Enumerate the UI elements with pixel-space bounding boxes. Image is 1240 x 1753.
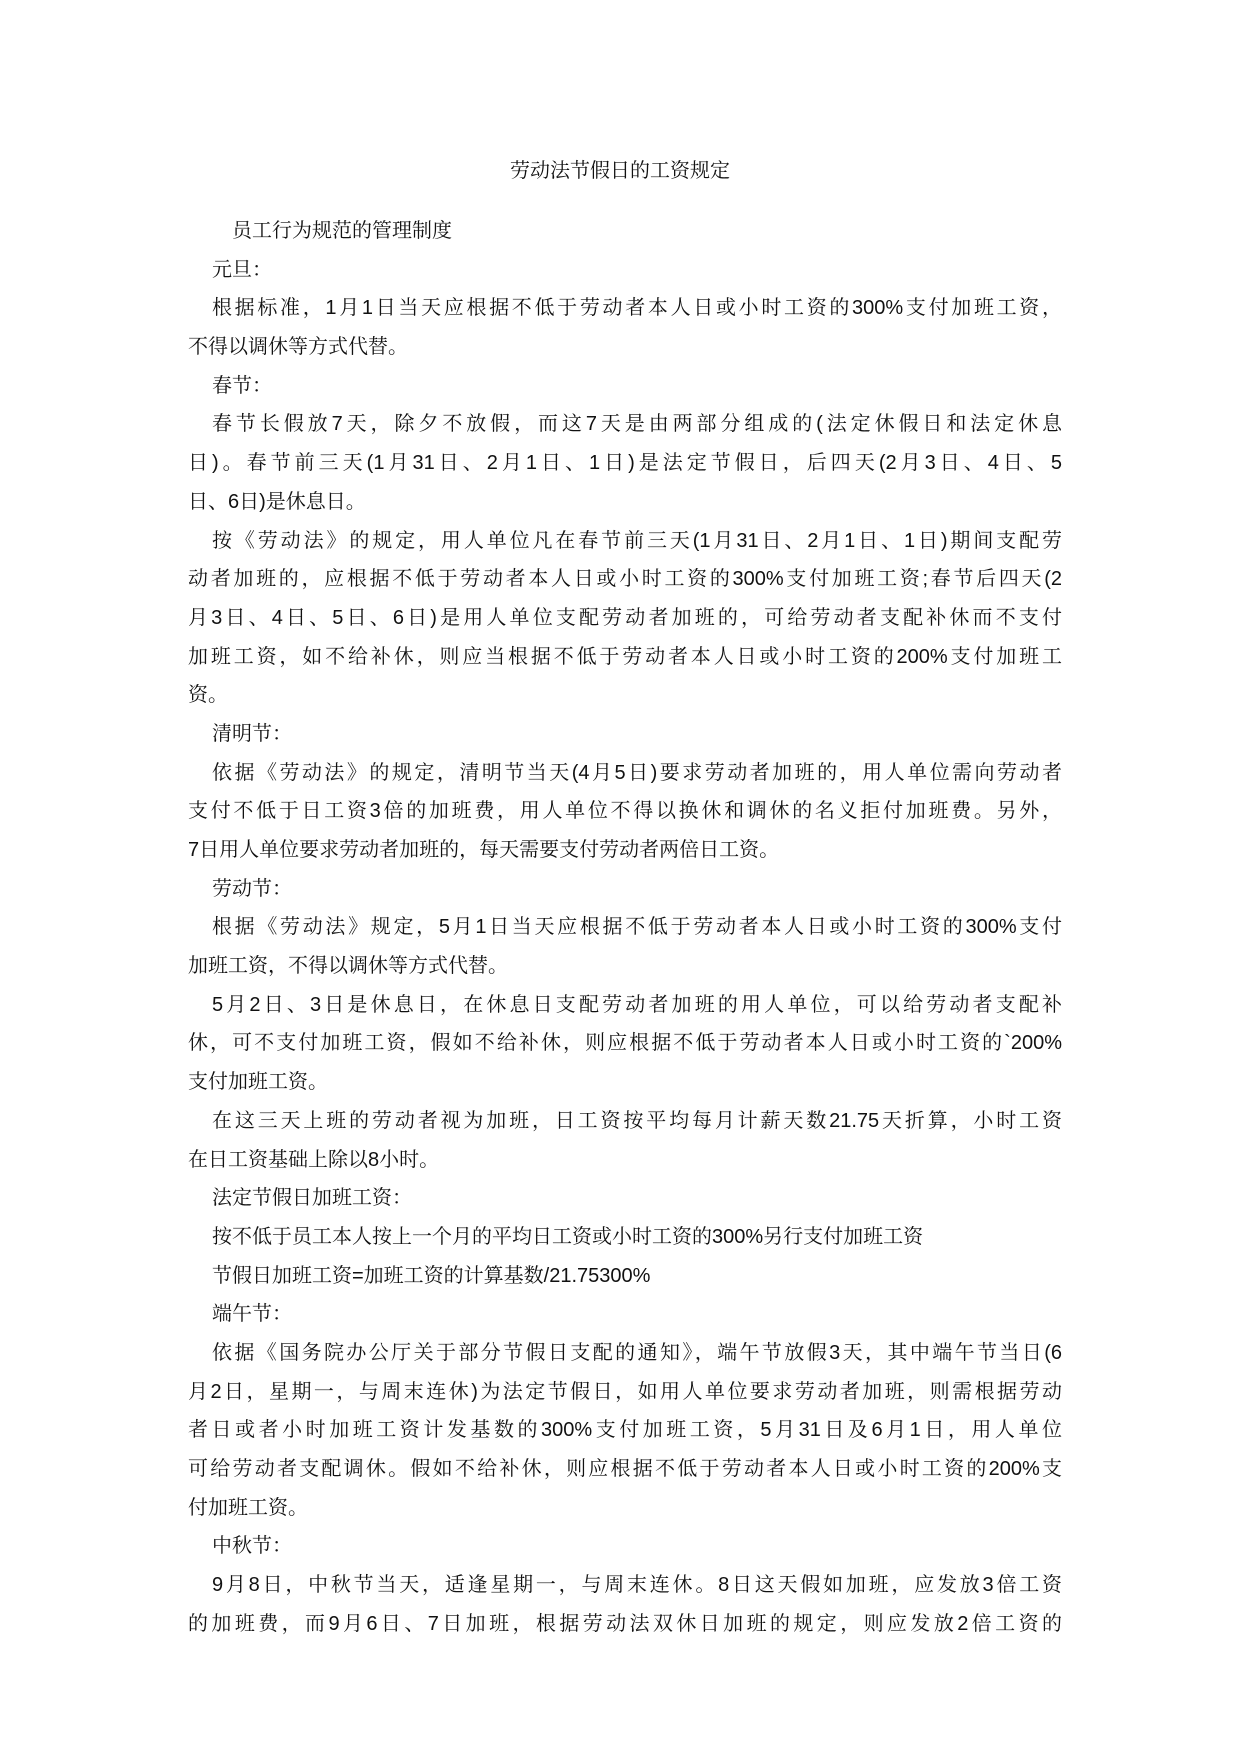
text-line: 的加班费，而9月6日、7日加班，根据劳动法双休日加班的规定，则应发放2倍工资的 bbox=[188, 1612, 1062, 1635]
text-line: 依据《劳动法》的规定，清明节当天(4月5日)要求劳动者加班的，用人单位需向劳动者 bbox=[212, 761, 1062, 784]
text-line: 员工行为规范的管理制度 bbox=[232, 220, 452, 242]
paragraph bbox=[188, 1334, 1062, 1527]
document-body bbox=[188, 212, 1062, 1643]
text-line: 根据标准，1月1日当天应根据不低于劳动者本人日或小时工资的300%支付加班工资， bbox=[212, 297, 1062, 320]
text-line: 休，可不支付加班工资，假如不给补休，则应根据不低于劳动者本人日或小时工资的`200% bbox=[188, 1032, 1062, 1055]
text-line: 法定节假日加班工资： bbox=[212, 1187, 412, 1210]
text-line: 按《劳动法》的规定，用人单位凡在春节前三天(1月31日、2月1日、1日)期间支配劳 bbox=[212, 529, 1062, 552]
text-line: 日、6日)是休息日。 bbox=[188, 490, 366, 513]
text-line: 在日工资基础上除以8小时。 bbox=[188, 1148, 440, 1171]
paragraph bbox=[188, 1218, 1062, 1257]
paragraph bbox=[188, 522, 1062, 715]
text-line: 根据《劳动法》规定，5月1日当天应根据不低于劳动者本人日或小时工资的300%支付 bbox=[212, 916, 1062, 939]
paragraph bbox=[188, 986, 1062, 1102]
paragraph bbox=[188, 1527, 1062, 1566]
paragraph bbox=[188, 1295, 1062, 1334]
paragraph bbox=[188, 1102, 1062, 1179]
paragraph bbox=[188, 212, 1062, 251]
text-line: 不得以调休等方式代替。 bbox=[188, 336, 408, 359]
text-line: 9月8日，中秋节当天，适逢星期一，与周末连休。8日这天假如加班，应发放3倍工资 bbox=[212, 1574, 1062, 1597]
text-line: 月3日、4日、5日、6日)是用人单位支配劳动者加班的，可给劳动者支配补休而不支付 bbox=[188, 606, 1062, 629]
paragraph bbox=[188, 405, 1062, 521]
text-line: 加班工资，不得以调休等方式代替。 bbox=[188, 955, 508, 978]
text-line: 者日或者小时加班工资计发基数的300%支付加班工资，5月31日及6月1日，用人单位 bbox=[188, 1419, 1062, 1442]
text-line: 中秋节： bbox=[212, 1535, 292, 1558]
paragraph bbox=[188, 367, 1062, 406]
text-line: 月2日，星期一，与周末连休)为法定节假日，如用人单位要求劳动者加班，则需根据劳动 bbox=[188, 1380, 1062, 1403]
text-line: 依据《国务院办公厅关于部分节假日支配的通知》，端午节放假3天，其中端午节当日(6 bbox=[212, 1341, 1062, 1364]
text-line: 元旦： bbox=[212, 258, 272, 281]
text-line: 劳动节： bbox=[212, 877, 292, 900]
paragraph bbox=[188, 251, 1062, 290]
document-title: 劳动法节假日的工资规定 bbox=[510, 160, 730, 182]
text-line: 付加班工资。 bbox=[188, 1496, 308, 1519]
text-line: 在这三天上班的劳动者视为加班，日工资按平均每月计薪天数21.75天折算，小时工资 bbox=[212, 1109, 1062, 1132]
paragraph bbox=[188, 870, 1062, 909]
text-line: 日)。春节前三天(1月31日、2月1日、1日)是法定节假日，后四天(2月3日、4日、5 bbox=[188, 452, 1062, 475]
paragraph bbox=[188, 1179, 1062, 1218]
text-line: 7日用人单位要求劳动者加班的，每天需要支付劳动者两倍日工资。 bbox=[188, 839, 780, 861]
text-line: 加班工资，如不给补休，则应当根据不低于劳动者本人日或小时工资的200%支付加班工 bbox=[188, 645, 1062, 668]
paragraph bbox=[188, 715, 1062, 754]
text-line: 节假日加班工资=加班工资的计算基数/21.75300% bbox=[212, 1264, 651, 1287]
text-line: 支付加班工资。 bbox=[188, 1071, 328, 1094]
paragraph bbox=[188, 754, 1062, 870]
text-line: 支付不低于日工资3倍的加班费，用人单位不得以换休和调休的名义拒付加班费。另外， bbox=[188, 800, 1062, 823]
text-line: 端午节： bbox=[212, 1303, 292, 1326]
text-line: 资。 bbox=[188, 684, 228, 707]
text-line: 动者加班的，应根据不低于劳动者本人日或小时工资的300%支付加班工资;春节后四天(2 bbox=[188, 568, 1062, 591]
text-line: 5月2日、3日是休息日，在休息日支配劳动者加班的用人单位，可以给劳动者支配补 bbox=[212, 993, 1062, 1016]
paragraph bbox=[188, 1257, 1062, 1296]
paragraph bbox=[188, 289, 1062, 366]
paragraph bbox=[188, 908, 1062, 985]
text-line: 春节： bbox=[212, 374, 272, 397]
text-line: 春节长假放7天，除夕不放假，而这7天是由两部分组成的(法定休假日和法定休息 bbox=[212, 413, 1062, 436]
text-line: 清明节： bbox=[212, 722, 292, 745]
text-line: 按不低于员工本人按上一个月的平均日工资或小时工资的300%另行支付加班工资 bbox=[212, 1225, 924, 1248]
paragraph bbox=[188, 1566, 1062, 1643]
text-line: 可给劳动者支配调休。假如不给补休，则应根据不低于劳动者本人日或小时工资的200%支 bbox=[188, 1458, 1062, 1480]
